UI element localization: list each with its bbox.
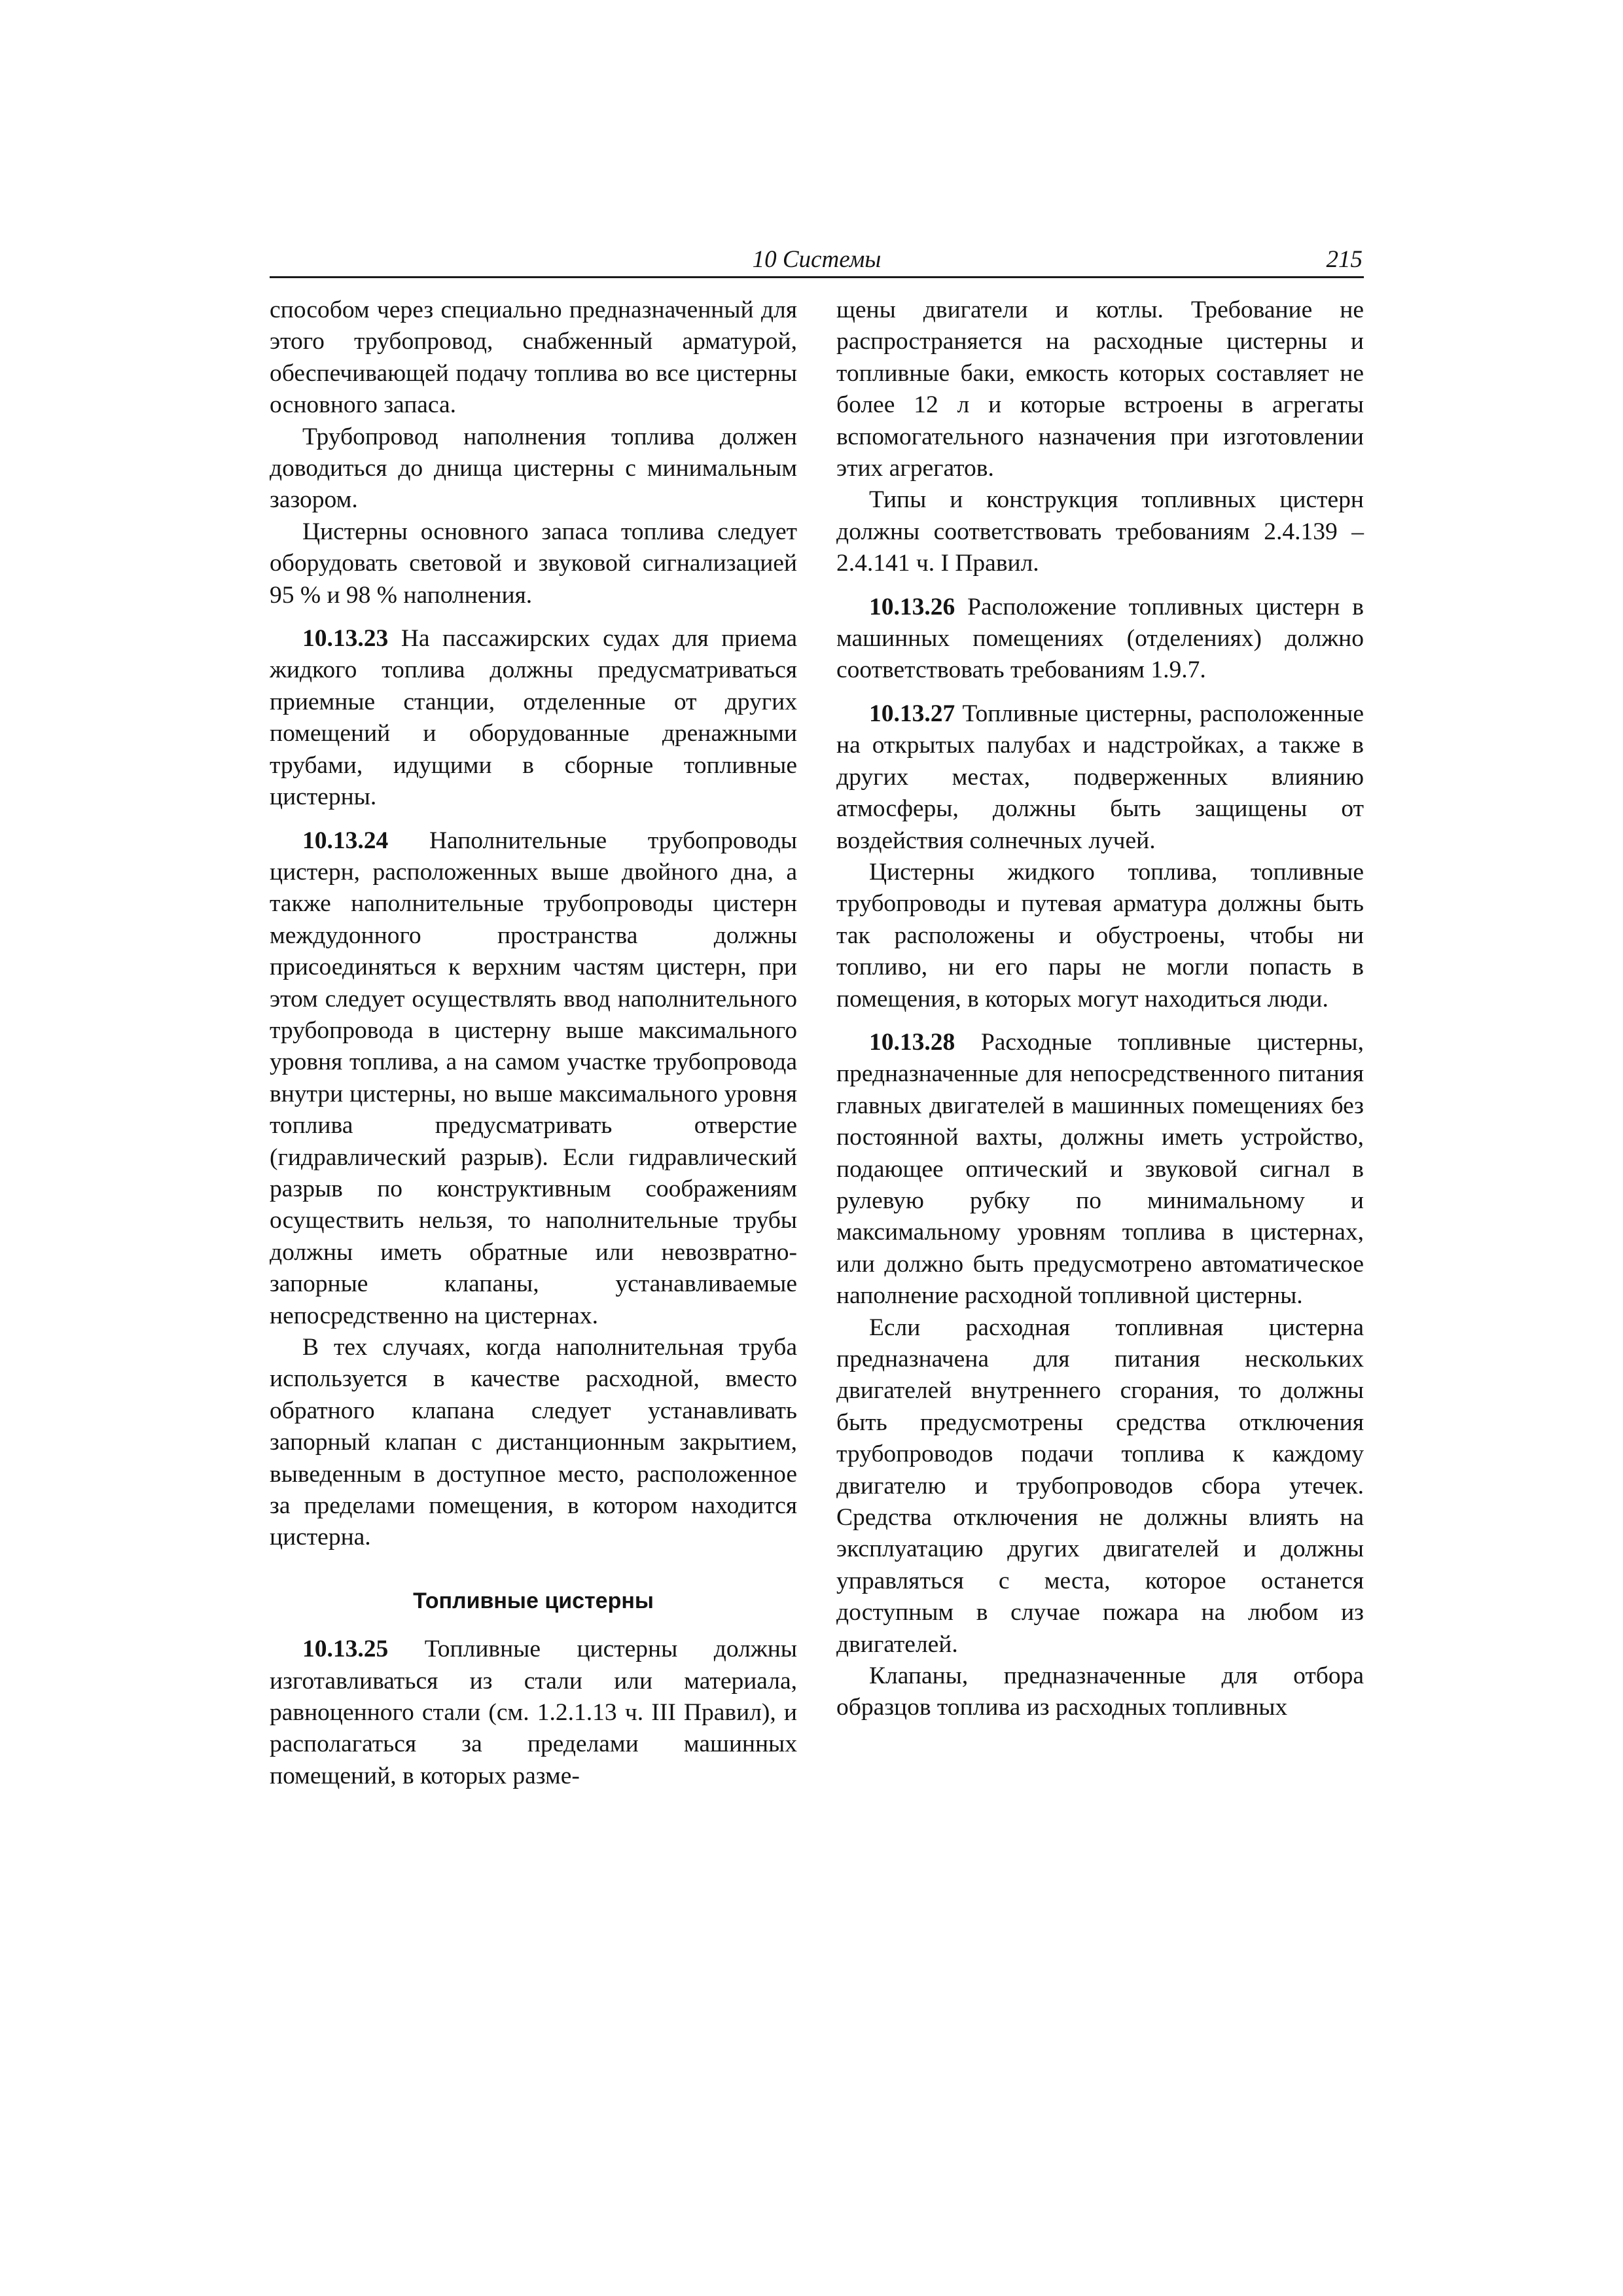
paragraph-text: Расположение топливных цистерн в машинных помещениях (отделениях) должно соответствовать требованиям 1.9.7. xyxy=(836,593,1364,684)
clause-10-13-25 xyxy=(270,1634,797,1792)
clause-10-13-26 xyxy=(836,592,1364,687)
paragraph-text: На пассажирских судах для приема жидкого топлива должны предусматриваться приемные станции, отделенные от других помещений и оборудованные дренажными трубами, идущими в сборные топливные цистерны. xyxy=(270,625,797,811)
paragraph-text: щены двигатели и котлы. Требование не распространяется на расходные цистерны и топливные баки, емкость которых составляет не более 12 л и которые встроены в агрегаты вспомогательного назначения при изготовлении этих агрегатов. xyxy=(836,296,1364,482)
clause-number: 10.13.23 xyxy=(302,625,389,653)
clause-10-13-28 xyxy=(836,1027,1364,1312)
paragraph-text: Клапаны, предназначенные для отбора образцов топлива из расходных топливных xyxy=(836,1662,1364,1721)
paragraph xyxy=(270,422,797,516)
right-column xyxy=(836,295,1364,1724)
paragraph xyxy=(836,857,1364,1015)
paragraph-text: Типы и конструкция топливных цистерн должны соответствовать требованиям 2.4.139 – 2.4.141 ч. I Правил. xyxy=(836,486,1364,577)
paragraph xyxy=(836,484,1364,579)
clause-number: 10.13.26 xyxy=(869,593,955,620)
paragraph-text: Наполнительные трубопроводы цистерн, расположенных выше двойного дна, а также наполнительные трубопроводы цистерн междудонного пространства должны присоединяться к верхним частям цистерн, при этом следует осуществлять ввод наполнительного трубопровода в цистерну выше максимального уровня топлива, а на самом участке трубопровода внутри цистерны, но выше максимального уровня топлива предусматривать отверстие (гидравлический разрыв). Если гидравлический разрыв по конструктивным соображениям осуществить нельзя, то наполнительные трубы должны иметь обратные или невозвратно-запорные клапаны, устанавливаемые непосредственно на цистернах. xyxy=(270,827,797,1329)
paragraph xyxy=(836,1660,1364,1724)
clause-10-13-23 xyxy=(270,623,797,813)
chapter-title: 10 Системы xyxy=(752,246,882,273)
clause-number: 10.13.28 xyxy=(869,1028,955,1056)
paragraph xyxy=(270,295,797,422)
paragraph-text: способом через специально предназначенный для этого трубопровод, снабженный арматурой, обеспечивающей подачу топлива во все цистерны основного запаса. xyxy=(270,296,797,419)
paragraph-text: Цистерны жидкого топлива, топливные трубопроводы и путевая арматура должны быть так расположены и обустроены, чтобы ни топливо, ни его пары не могли попасть в помещения, в которых могут находиться люди. xyxy=(836,858,1364,1013)
clause-number: 10.13.24 xyxy=(302,827,389,854)
paragraph-text: Трубопровод наполнения топлива должен доводиться до днища цистерны с минимальным зазором. xyxy=(270,423,797,514)
paragraph-text: Топливные цистерны, расположенные на открытых палубах и надстройках, а также в других местах, подверженных влиянию атмосферы, должны быть защищены от воздействия солнечных лучей. xyxy=(836,700,1364,854)
clause-number: 10.13.25 xyxy=(302,1636,389,1663)
page-number: 215 xyxy=(1326,246,1363,273)
clause-number: 10.13.27 xyxy=(869,700,955,727)
paragraph xyxy=(270,516,797,611)
paragraph xyxy=(836,295,1364,484)
paragraph-text: В тех случаях, когда наполнительная труба используется в качестве расходной, вместо обратного клапана следует устанавливать запорный клапан с дистанционным закрытием, выведенным в доступное место, расположенное за пределами помещения, в котором находится цистерна. xyxy=(270,1334,797,1551)
left-column xyxy=(270,295,797,1792)
section-heading: Топливные цистерны xyxy=(413,1588,654,1613)
paragraph-text: Топливные цистерны должны изготавливаться из стали или материала, равноценного стали (см. 1.2.1.13 ч. III Правил), и располагаться за пределами машинных помещений, в которых разме- xyxy=(270,1636,797,1789)
clause-10-13-24 xyxy=(270,825,797,1333)
paragraph-text: Если расходная топливная цистерна предназначена для питания нескольких двигателей внутреннего сгорания, то должны быть предусмотрены средства отключения трубопроводов подачи топлива к каждому двигателю и трубопроводов сбора утечек. Средства отключения не должны влиять на эксплуатацию других двигателей и должны управляться с места, которое останется доступным в случае пожара на любом из двигателей. xyxy=(836,1314,1364,1658)
paragraph-text: Цистерны основного запаса топлива следует оборудовать световой и звуковой сигнализацией 95 % и 98 % наполнения. xyxy=(270,518,797,609)
clause-10-13-27 xyxy=(836,698,1364,857)
running-header xyxy=(270,243,1364,278)
paragraph xyxy=(270,1332,797,1554)
paragraph xyxy=(836,1312,1364,1660)
paragraph-text: Расходные топливные цистерны, предназначенные для непосредственного питания главных двигателей в машинных помещениях без постоянной вахты, должны иметь устройство, подающее оптический и звуковой сигнал в рулевую рубку по минимальному и максимальному уровням топлива в цистернах, или должно быть предусмотрено автоматическое наполнение расходной топливной цистерны. xyxy=(836,1028,1364,1310)
